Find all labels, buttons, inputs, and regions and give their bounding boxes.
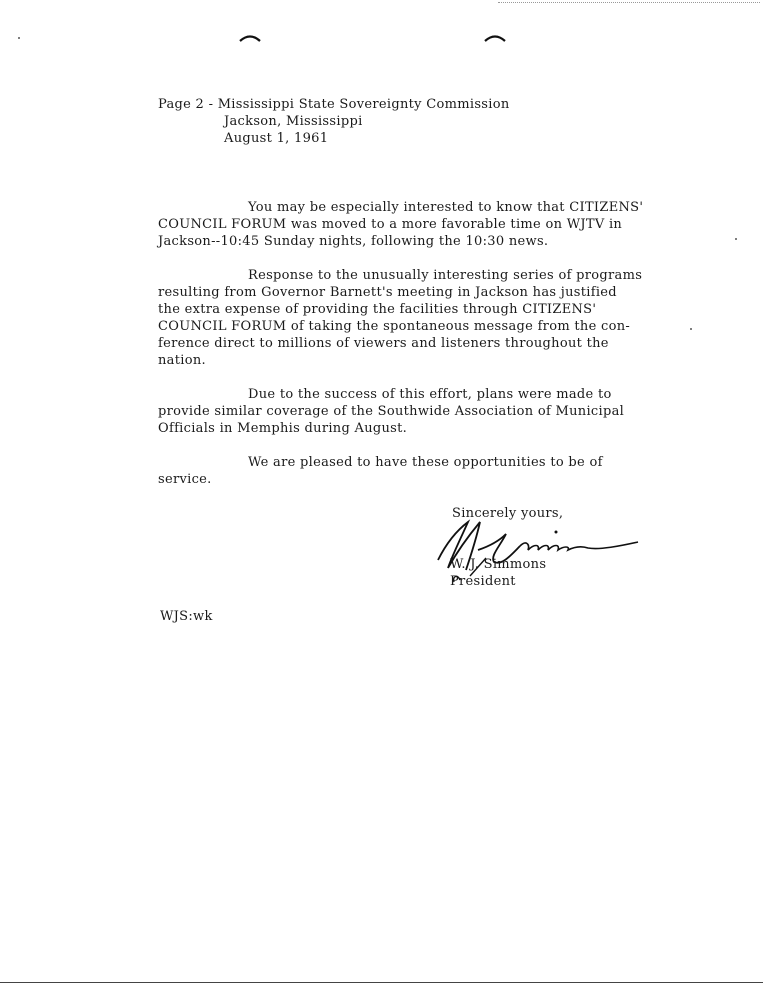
paragraph-line: Response to the unusually interesting series of programs <box>248 268 643 283</box>
paragraph-line: service. <box>158 472 212 487</box>
reference-initials: WJS:wk <box>160 609 213 624</box>
paragraph-wjtv-time <box>158 199 688 250</box>
scan-speck <box>18 37 20 39</box>
paragraph-line: You may be especially interested to know that CITIZENS' <box>248 200 644 215</box>
paragraph-line: resulting from Governor Barnett's meeting in Jackson has justified <box>158 285 617 300</box>
signer-title: President <box>450 574 516 589</box>
signer-name: W. J. Simmons <box>450 557 547 572</box>
closing-salutation: Sincerely yours, <box>452 506 564 521</box>
paragraph-line: provide similar coverage of the Southwide Association of Municipal <box>158 404 625 419</box>
paragraph-line: COUNCIL FORUM was moved to a more favorable time on WJTV in <box>158 217 623 232</box>
header-page-line: Page 2 - Mississippi State Sovereignty Commission <box>158 97 510 112</box>
paragraph-line: ference direct to millions of viewers and listeners throughout the <box>158 336 609 351</box>
paragraph-line: Jackson--10:45 Sunday nights, following the 10:30 news. <box>158 234 549 249</box>
top-dotted-edge <box>498 2 760 3</box>
header-city-line: Jackson, Mississippi <box>224 114 363 129</box>
paragraph-pleased <box>158 454 688 488</box>
punch-hole-mark-right <box>484 34 506 42</box>
scan-speck <box>735 238 737 240</box>
paragraph-line: nation. <box>158 353 206 368</box>
paragraph-line: COUNCIL FORUM of taking the spontaneous message from the con- <box>158 319 631 334</box>
bottom-scan-edge <box>0 982 763 983</box>
paragraph-line: Due to the success of this effort, plans were made to <box>248 387 612 402</box>
paragraph-success <box>158 386 688 437</box>
paragraph-response <box>158 267 688 369</box>
paragraph-line: the extra expense of providing the facilities through CITIZENS' <box>158 302 597 317</box>
paragraph-line: Officials in Memphis during August. <box>158 421 408 436</box>
letter-header <box>158 96 510 147</box>
punch-hole-mark-left <box>239 34 261 42</box>
scan-speck <box>690 328 692 330</box>
header-date-line: August 1, 1961 <box>224 131 329 146</box>
paragraph-line: We are pleased to have these opportunities to be of <box>248 455 603 470</box>
